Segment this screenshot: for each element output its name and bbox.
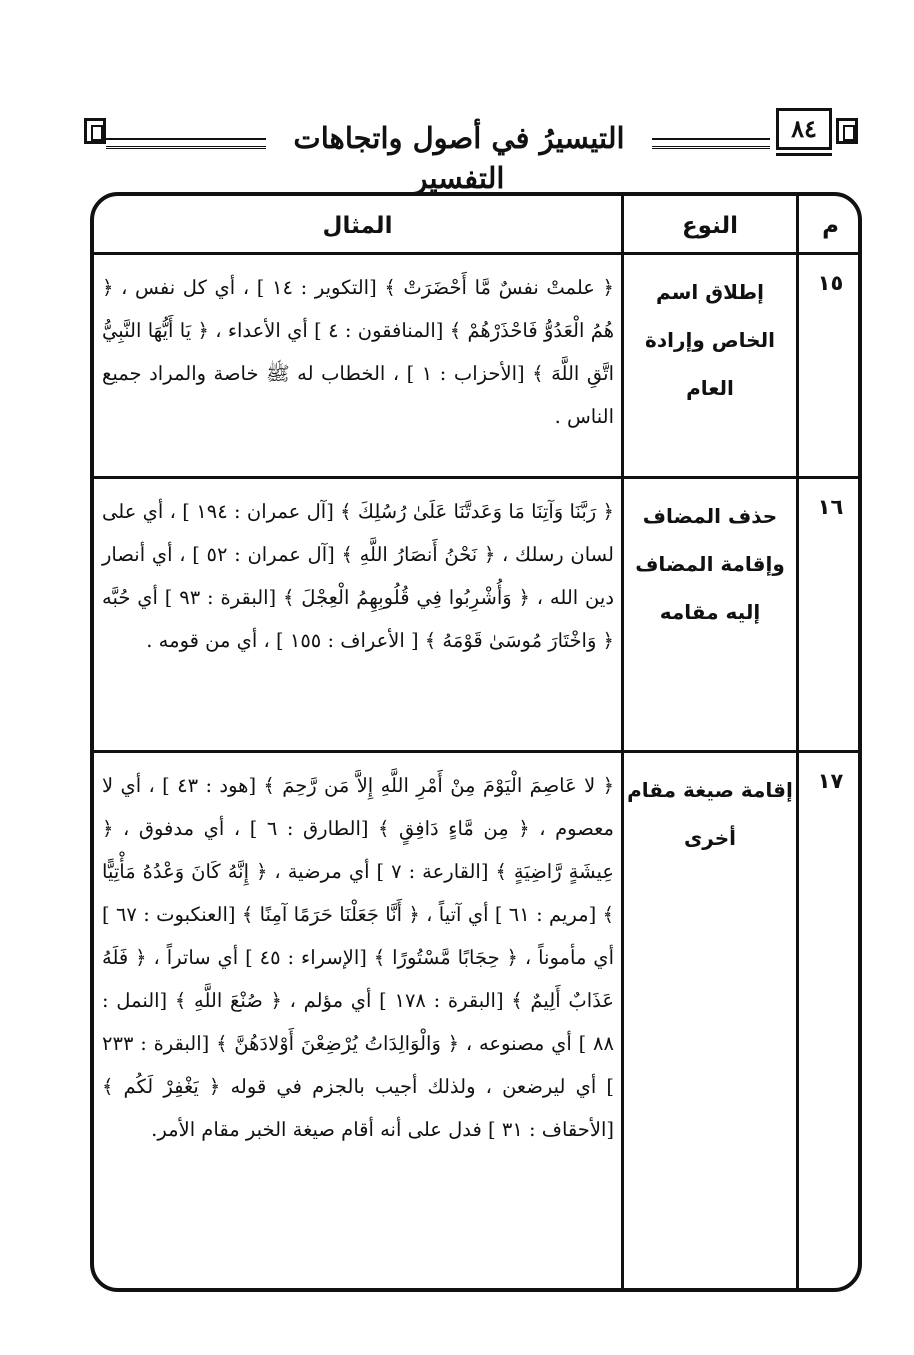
row-divider xyxy=(94,750,858,753)
column-divider xyxy=(796,196,799,1288)
row-example: ﴿ رَبَّنَا وَآتِنَا مَا وَعَدتَّنَا عَلَىٰ رُسُلِكَ ﴾ [آل عمران : ١٩٤ ] ، أي على لسان رسلك ، ﴿ نَحْنُ أَنصَارُ اللَّهِ ﴾ [آل عمران : ٥٢ ] ، أي أنصار دين الله ، ﴿ وَأُشْرِبُوا فِي قُلُوبِهِمُ الْعِجْلَ ﴾ [البقرة : ٩٣ ] أي حُبَّه ﴿ وَاخْتَارَ مُوسَىٰ قَوْمَهُ ﴾ [ الأعراف : ١٥٥ ] ، أي من قومه . xyxy=(102,500,615,652)
row-number: ١٧ xyxy=(817,769,844,793)
page-header xyxy=(0,0,914,195)
row-number: ١٦ xyxy=(817,495,844,519)
column-header-type: النوع xyxy=(681,213,739,239)
row-divider xyxy=(94,252,858,255)
row-example: ﴿ لا عَاصِمَ الْيَوْمَ مِنْ أَمْرِ اللَّهِ إِلاَّ مَن رَّحِمَ ﴾ [هود : ٤٣ ] ، أي لا معصوم ، ﴿ مِن مَّاءٍ دَافِقٍ ﴾ [الطارق : ٦ ] ، أي مدفوق ، ﴿ عِيشَةٍ رَّاضِيَةٍ ﴾ [القارعة : ٧ ] أي مرضية ، ﴿ إِنَّهُ كَانَ وَعْدُهُ مَأْتِيًّا ﴾ [مريم : ٦١ ] أي آتياً ، ﴿ أَنَّا جَعَلْنَا حَرَمًا آمِنًا ﴾ [العنكبوت : ٦٧ ] أي مأموناً ، ﴿ حِجَابًا مَّسْتُورًا ﴾ [الإسراء : ٤٥ ] أي ساتراً ، ﴿ فَلَهُ عَذَابٌ أَلِيمٌ ﴾ [البقرة : ١٧٨ ] أي مؤلم ، ﴿ صُنْعَ اللَّهِ ﴾ [النمل : ٨٨ ] أي مصنوعه ، ﴿ وَالْوَالِدَاتُ يُرْضِعْنَ أَوْلادَهُنَّ ﴾ [البقرة : ٢٣٣ ] أي ليرضعن ، ولذلك أجيب بالجزم في قوله ﴿ يَغْفِرْ لَكُم ﴾ [الأحقاف : ٣١ ] فدل على أنه أقام صيغة الخبر مقام الأمر. xyxy=(102,774,615,1141)
header-rule-left xyxy=(106,138,266,140)
column-header-example: المثال xyxy=(322,213,393,239)
header-rule-left-double xyxy=(106,146,266,149)
row-type: إطلاق اسم الخاص وإرادة العام xyxy=(645,280,775,400)
header-rule-right-double xyxy=(652,146,770,149)
row-type: حذف المضاف وإقامة المضاف إليه مقامه xyxy=(635,504,785,624)
row-example: ﴿ علمتْ نفسٌ مَّا أَحْضَرَتْ ﴾ [التكوير : ١٤ ] ، أي كل نفس ، ﴿ هُمُ الْعَدُوُّ فَاحْذَرْهُمْ ﴾ [المنافقون : ٤ ] أي الأعداء ، ﴿ يَا أَيُّهَا النَّبِيُّ اتَّقِ اللَّهَ ﴾ [الأحزاب : ١ ] ، الخطاب له ﷺ خاصة والمراد جميع الناس . xyxy=(102,276,614,428)
right-ornament-icon xyxy=(836,118,858,144)
row-type: إقامة صيغة مقام أخرى xyxy=(627,778,793,850)
column-divider xyxy=(621,196,624,1288)
column-header-number: م xyxy=(822,213,839,239)
row-divider xyxy=(94,476,858,479)
page-number: ٨٤ xyxy=(776,108,832,150)
left-ornament-icon xyxy=(84,118,106,144)
header-rule-right xyxy=(652,138,770,140)
rhetoric-table xyxy=(90,192,862,1292)
running-title: التيسيرُ في أصول واتجاهات التفسير xyxy=(293,121,625,195)
row-number: ١٥ xyxy=(817,271,844,295)
